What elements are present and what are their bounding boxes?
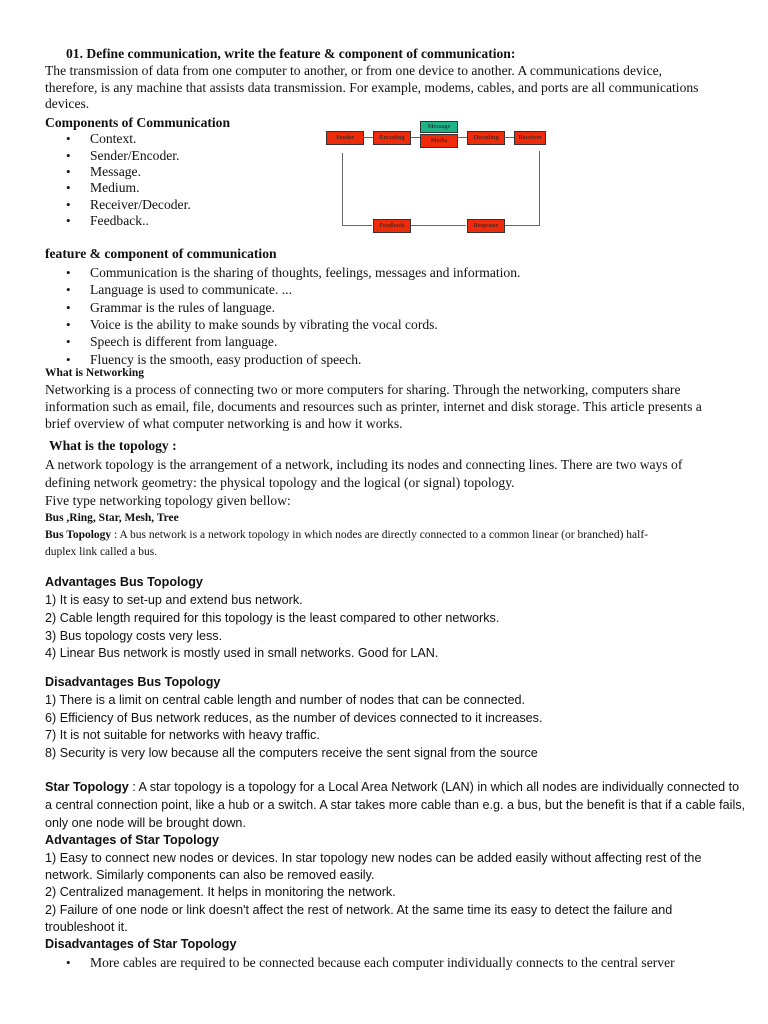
star-disadvantages-heading: Disadvantages of Star Topology	[45, 937, 237, 951]
list-item: • More cables are required to be connected because each computer individually connects to the central server	[90, 954, 675, 971]
topology-heading: What is the topology :	[49, 438, 177, 453]
bus-advantages-heading: Advantages Bus Topology	[45, 575, 203, 589]
list-item: • Voice is the ability to make sounds by vibrating the vocal cords.	[90, 316, 438, 333]
networking-heading: What is Networking	[45, 367, 145, 379]
star-text-2: a central connection point, like a hub or a switch. A star takes more cable than e.g. a bus, but the benefit is that if a cable fails,	[45, 798, 746, 812]
list-item: 4) Linear Bus network is mostly used in small networks. Good for LAN.	[45, 646, 439, 660]
communication-diagram	[320, 115, 550, 240]
list-item: 1) There is a limit on central cable length and number of nodes that can be connected.	[45, 693, 526, 707]
list-item: 8) Security is very low because all the computers receive the sent signal from the source	[45, 746, 538, 760]
bus-topology-paragraph	[45, 527, 648, 543]
bus-topology-label: Bus Topology	[45, 529, 112, 541]
receiver-box: Receiver	[514, 131, 546, 145]
list-item: 1) Easy to connect new nodes or devices. In star topology new nodes can be added easily without affecting rest of the	[45, 851, 702, 865]
bus-topology-text-2: duplex link called a bus.	[45, 546, 158, 558]
list-item: 7) It is not suitable for networks with heavy traffic.	[45, 728, 320, 742]
list-item-continued: troubleshoot it.	[45, 920, 128, 934]
topology-line-3: Five type networking topology given bellow:	[45, 493, 291, 508]
question-heading: 01. Define communication, write the feature & component of communication:	[66, 46, 516, 61]
bus-disadvantages-heading: Disadvantages Bus Topology	[45, 675, 221, 689]
response-box: Response	[467, 219, 505, 233]
topology-types: Bus ,Ring, Star, Mesh, Tree	[45, 512, 179, 524]
networking-line-1: Networking is a process of connecting two or more computers for sharing. Through the networking, computers share	[45, 382, 681, 397]
encoding-box: Encoding	[373, 131, 411, 145]
feedback-box: Feedback	[373, 219, 411, 233]
list-item: 3) Bus topology costs very less.	[45, 629, 223, 643]
list-item: • Context.	[90, 130, 136, 147]
list-item: 2) Failure of one node or link doesn't affect the rest of network. At the same time its easy to detect the failure and	[45, 903, 673, 917]
components-heading: Components of Communication	[45, 115, 231, 130]
star-topology-text: : A star topology is a topology for a Local Area Network (LAN) in which all nodes are individually connected to	[128, 780, 740, 794]
list-item: • Grammar is the rules of language.	[90, 299, 275, 316]
topology-line-1: A network topology is the arrangement of a network, including its nodes and connecting lines. There are two ways of	[45, 457, 683, 472]
message-box: Message	[420, 121, 458, 133]
intro-line-3: devices.	[45, 96, 90, 111]
star-topology-label: Star Topology	[45, 780, 129, 794]
sender-box: Sender	[326, 131, 364, 145]
list-item: • Receiver/Decoder.	[90, 196, 191, 213]
list-item: 1) It is easy to set-up and extend bus network.	[45, 593, 303, 607]
intro-line-1: The transmission of data from one computer to another, or from one device to another. A communications device,	[45, 63, 663, 78]
list-item: • Sender/Encoder.	[90, 147, 179, 164]
list-item: • Message.	[90, 163, 141, 180]
list-item: • Language is used to communicate. ...	[90, 281, 292, 298]
media-box: Media	[420, 134, 458, 148]
features-heading: feature & component of communication	[45, 246, 277, 261]
star-advantages-heading: Advantages of Star Topology	[45, 833, 219, 847]
topology-line-2: defining network geometry: the physical topology and the logical (or signal) topology.	[45, 475, 515, 490]
intro-line-2: therefore, is any machine that assists data transmission. For example, modems, cables, and ports are all communications	[45, 80, 699, 95]
list-item: 2) Cable length required for this topology is the least compared to other networks.	[45, 611, 500, 625]
list-item: • Speech is different from language.	[90, 333, 277, 350]
list-item: 6) Efficiency of Bus network reduces, as the number of devices connected to it increases.	[45, 711, 543, 725]
star-topology-paragraph	[45, 779, 739, 797]
star-text-3: only one node will be brought down.	[45, 816, 246, 830]
bus-topology-text: : A bus network is a network topology in which nodes are directly connected to a common linear (or branched) half-	[111, 529, 648, 541]
decoding-box: Decoding	[467, 131, 505, 145]
list-item-continued: network. Similarly components can also be removed easily.	[45, 868, 375, 882]
list-item: • Communication is the sharing of thoughts, feelings, messages and information.	[90, 264, 520, 281]
networking-line-3: brief overview of what computer networking is and how it works.	[45, 416, 403, 431]
list-item: 2) Centralized management. It helps in monitoring the network.	[45, 885, 396, 899]
list-item: • Fluency is the smooth, easy production of speech.	[90, 351, 361, 368]
networking-line-2: information such as email, file, documents and resources such as printer, internet and disk storage. This article presents a	[45, 399, 702, 414]
list-item: • Feedback..	[90, 212, 149, 229]
list-item: • Medium.	[90, 179, 139, 196]
